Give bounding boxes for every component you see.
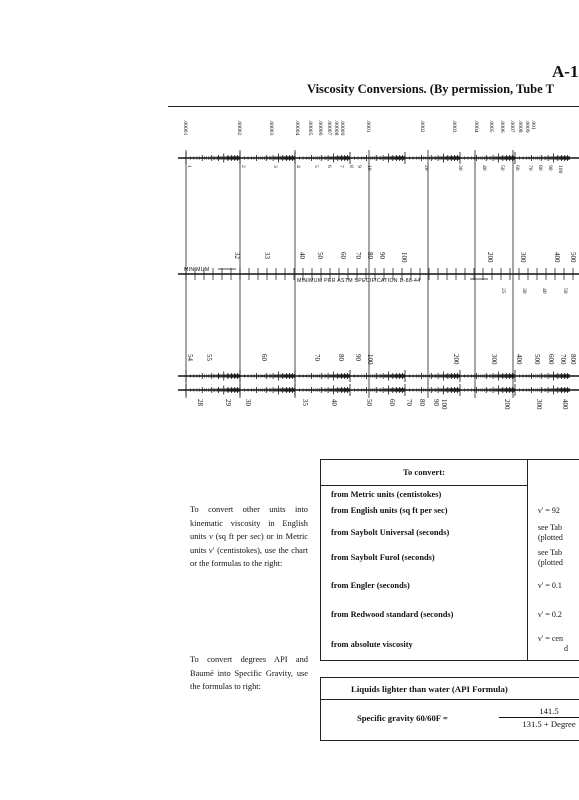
scale-label: 100 bbox=[440, 399, 448, 410]
top-scale-label: .0007 bbox=[509, 120, 515, 133]
api-numerator: 141.5 bbox=[539, 706, 559, 716]
specific-gravity-label: Specific gravity 60/60F = bbox=[357, 713, 448, 723]
api-table-header: Liquids lighter than water (API Formula) bbox=[321, 678, 579, 700]
table-row-label: from absolute viscosity bbox=[331, 640, 413, 649]
scale-label: 33 bbox=[263, 252, 271, 259]
scale-label: 50 bbox=[562, 288, 568, 294]
chart-labels bbox=[182, 120, 577, 410]
scale-label: 7 bbox=[338, 165, 344, 168]
header-rule bbox=[168, 106, 579, 107]
top-scale-label: .00005 bbox=[307, 120, 313, 136]
api-formula-fraction bbox=[499, 706, 579, 729]
top-scale-label: .00007 bbox=[326, 120, 332, 136]
scale-label: 50 bbox=[316, 252, 324, 259]
scale-label: 100 bbox=[400, 252, 408, 263]
scale-label: 60 bbox=[339, 252, 347, 259]
top-scale-label: .0004 bbox=[473, 120, 479, 133]
scale-label: 400 bbox=[515, 354, 523, 365]
table-row-formula: ν′ = 0.2 bbox=[538, 610, 562, 619]
scale-label: 300 bbox=[490, 354, 498, 365]
top-scale-label: .001 bbox=[530, 120, 536, 130]
top-scale-label: .0008 bbox=[517, 120, 523, 133]
scale-label: 400 bbox=[561, 399, 569, 410]
table-row-label: from Saybolt Furol (seconds) bbox=[331, 553, 435, 562]
top-scale-label: .0001 bbox=[365, 120, 371, 133]
top-scale-label: .00003 bbox=[268, 120, 274, 136]
top-scale-label: .00009 bbox=[339, 120, 345, 136]
table-column-divider bbox=[527, 460, 528, 660]
table-row-formula: see Tab (plotted bbox=[538, 523, 563, 542]
scale-label: 70 bbox=[354, 252, 362, 259]
scale-label: 4 bbox=[295, 165, 301, 168]
table-row-label: from Saybolt Universal (seconds) bbox=[331, 528, 450, 537]
astm-spec-label: MINIMUM PER ASTM SPECIFICATION D-88-44 bbox=[297, 278, 421, 284]
scale-label: 90 bbox=[432, 399, 440, 406]
convert-note: To convert other units into kinematic viscosity in English units ν (sq ft per sec) or in Metric units ν′ (centistokes), use the chart or the formulas to the right: bbox=[190, 505, 308, 568]
conversion-table-header: To convert: bbox=[321, 460, 527, 486]
scale-label: 500 bbox=[569, 252, 577, 263]
top-scale-label: .0006 bbox=[499, 120, 505, 133]
scale-label: 600 bbox=[547, 354, 555, 365]
scale-label: 90 bbox=[547, 165, 553, 171]
scale-label: 35 bbox=[301, 399, 309, 406]
scale-label: 28 bbox=[196, 399, 204, 406]
scale-label: 8 bbox=[348, 165, 354, 168]
top-scale-label: .0002 bbox=[419, 120, 425, 133]
scale-label: 80 bbox=[418, 399, 426, 406]
scale-label: 2 bbox=[240, 165, 246, 168]
scale-label: 1 bbox=[186, 165, 192, 168]
scale-label: 6 bbox=[326, 165, 332, 168]
scale-label: 50 bbox=[365, 399, 373, 406]
scale-label: 3 bbox=[272, 165, 278, 168]
scale-label: 70 bbox=[405, 399, 413, 406]
table-row-formula: ν′ = cen d bbox=[538, 634, 568, 653]
scale-label: 70 bbox=[313, 354, 321, 361]
minimum-label: MINIMUM bbox=[184, 267, 210, 273]
table-row-label: from Engler (seconds) bbox=[331, 581, 410, 590]
top-scale-label: .0009 bbox=[524, 120, 530, 133]
scale-label: 10 bbox=[366, 165, 372, 171]
conversion-table bbox=[320, 459, 579, 661]
scale-label: 90 bbox=[354, 354, 362, 361]
scale-label: 100 bbox=[557, 165, 563, 174]
scale-label: 60 bbox=[388, 399, 396, 406]
scale-label: 300 bbox=[535, 399, 543, 410]
scale-label: 70 bbox=[527, 165, 533, 171]
top-scale-label: .0003 bbox=[451, 120, 457, 133]
scale-label: 40 bbox=[541, 288, 547, 294]
api-formula-table bbox=[320, 677, 579, 741]
scale-label: 800 bbox=[569, 354, 577, 365]
top-scale-label: .00004 bbox=[294, 120, 300, 136]
scale-label: 5 bbox=[313, 165, 319, 168]
top-scale-label: .00001 bbox=[182, 120, 188, 136]
scale-label: 20 bbox=[423, 165, 429, 171]
scale-label: 300 bbox=[519, 252, 527, 263]
scale-label: 32 bbox=[233, 252, 241, 259]
scale-label: 25 bbox=[500, 288, 506, 294]
page-title: Viscosity Conversions. (By permission, Tube T bbox=[307, 82, 554, 96]
scale-label: 55 bbox=[205, 354, 213, 361]
scale-label: 200 bbox=[486, 252, 494, 263]
table-row-formula: see Tab (plotted bbox=[538, 548, 563, 567]
scale-label: 200 bbox=[452, 354, 460, 365]
scale-label: 29 bbox=[224, 399, 232, 406]
scale-label: 90 bbox=[378, 252, 386, 259]
api-denominator: 131.5 + Degree bbox=[522, 719, 576, 729]
viscosity-chart bbox=[178, 118, 579, 423]
top-scale-label: .00002 bbox=[236, 120, 242, 136]
scale-label: 700 bbox=[559, 354, 567, 365]
scale-label: 80 bbox=[337, 354, 345, 361]
scale-label: 54 bbox=[186, 354, 194, 361]
scale-label: 30 bbox=[457, 165, 463, 171]
table-row-label: from English units (sq ft per sec) bbox=[331, 506, 448, 515]
page-id: A-1 bbox=[552, 62, 579, 81]
scale-label: 500 bbox=[533, 354, 541, 365]
scale-label: 40 bbox=[330, 399, 338, 406]
table-row-formula: ν′ = 0.1 bbox=[538, 581, 562, 590]
table-row-formula: ν′ = 92 bbox=[538, 506, 560, 515]
scale-label: 400 bbox=[553, 252, 561, 263]
top-scale-label: .00008 bbox=[333, 120, 339, 136]
scale-label: 80 bbox=[537, 165, 543, 171]
api-note: To convert degrees API and Baumé into Specific Gravity, use the formulas to right: bbox=[190, 655, 308, 691]
scale-label: 100 bbox=[366, 354, 374, 365]
scale-label: 9 bbox=[356, 165, 362, 168]
scale-label: 60 bbox=[260, 354, 268, 361]
scale-label: 40 bbox=[481, 165, 487, 171]
scale-label: 80 bbox=[366, 252, 374, 259]
scale-label: 50 bbox=[499, 165, 505, 171]
scale-label: 60 bbox=[514, 165, 520, 171]
table-row-label: from Redwood standard (seconds) bbox=[331, 610, 454, 619]
top-scale-label: .0005 bbox=[488, 120, 494, 133]
scale-label: 200 bbox=[503, 399, 511, 410]
scale-label: 30 bbox=[521, 288, 527, 294]
scale-label: 30 bbox=[244, 399, 252, 406]
table-row-label: from Metric units (centistokes) bbox=[331, 490, 442, 499]
scale-label: 40 bbox=[298, 252, 306, 259]
top-scale-label: .00006 bbox=[317, 120, 323, 136]
